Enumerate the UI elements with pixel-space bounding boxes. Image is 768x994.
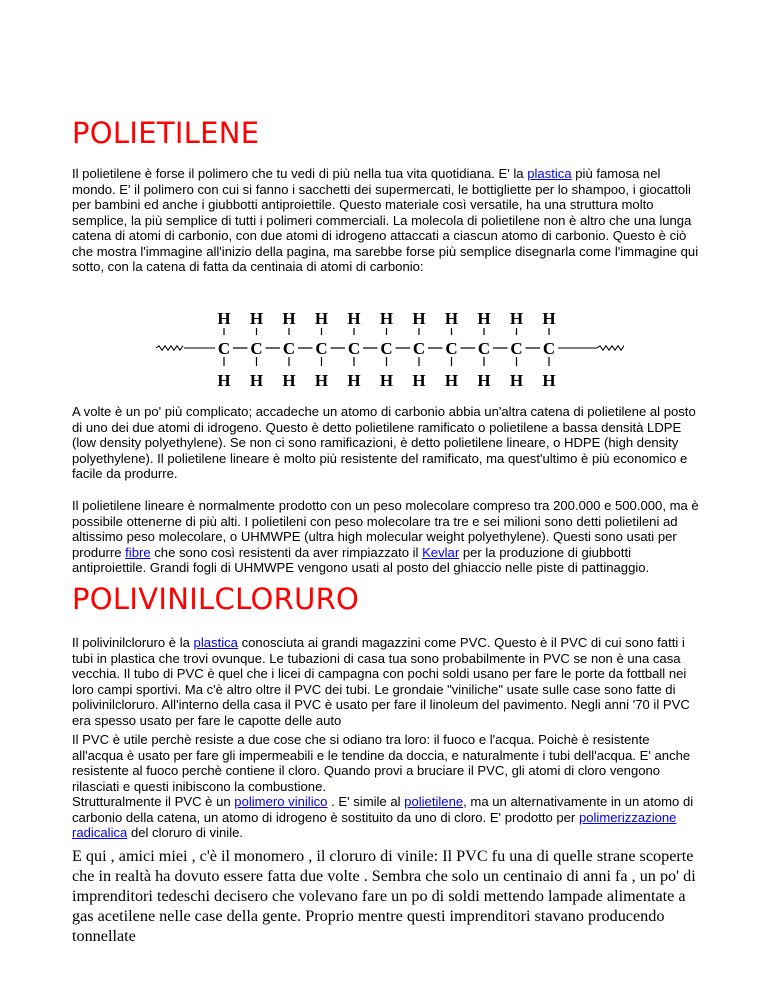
hydrogen-atom-bottom: H bbox=[444, 371, 459, 390]
text: più famosa nel mondo. E' il polimero con cui si fanno i sacchetti dei supermercati, le bottigliette per lo shampoo, i giocattoli per bambini ed anche i giubbotti antiproiettile. Questo materiale così versatile, ha una struttura molto semplice, la più semplice di tutti i polimeri commerciali. La molecola di polietilene non è altro che una lunga catena di atomi di carbonio, con due atomi di idrogeno attaccati a ciascun atomo di carbonio. Questo è ciò che mostra l'immagine all'inizio della pagina, ma sarebbe forse più semplice disegnarla come l'immagine qui sotto, con la catena di fatta da centinaia di atomi di carbonio: bbox=[72, 166, 699, 274]
link-polimerizzazione-radicalica[interactable]: polimerizzazione radicalica bbox=[72, 809, 677, 840]
hydrogen-atom-top: H bbox=[542, 309, 556, 328]
hydrogen-atom-top: H bbox=[217, 309, 231, 328]
chain-continuation-left bbox=[156, 346, 183, 350]
hydrogen-atom-bottom: H bbox=[217, 371, 231, 390]
text: del cloruro di vinile. bbox=[127, 825, 244, 840]
text: Il polietilene lineare è normalmente prodotto con un peso molecolare compreso tra 200.000 e 500.000, ma è possibile ottenerne di più alti. I polietileni con peso molecolare tra tre e sei milioni sono detti polietileni ad altissimo peso molecolare, o UHMWPE (ultra high molecular weight polyethylene). Questi sono usati per produrre bbox=[72, 498, 699, 560]
text: per la produzione di giubbotti antiproiettile. Grandi fogli di UHMWPE vengono usati al posto del ghiaccio nelle piste di pattinaggio. bbox=[72, 544, 650, 575]
carbon-atom: C bbox=[412, 339, 426, 358]
hydrogen-atom-bottom: H bbox=[477, 371, 491, 390]
carbon-atom: C bbox=[542, 339, 556, 358]
hydrogen-atom-top: H bbox=[282, 309, 296, 328]
paragraph-pvc-intro bbox=[72, 635, 700, 728]
hydrogen-atom-bottom: H bbox=[412, 371, 426, 390]
paragraph-cloruro-di-vinile: E qui , amici miei , c'è il monomero , il cloruro di vinile: Il PVC fu una di quelle strane scoperte che in realtà ha dovuto essere fatta due volte . Sembra che solo un centinaio di anni fa , un po' di imprenditori tedeschi decisero che volevano fare un po di soldi mettendo lampade alimentate a gas acetilene nelle case della gente. Proprio mentre questi imprenditori stavano producendo tonnellate bbox=[72, 847, 696, 945]
paragraph-polietilene-lineare bbox=[72, 498, 700, 576]
hydrogen-atom-top: H bbox=[314, 309, 329, 328]
text: Il PVC è utile perchè resiste a due cose che si odiano tra loro: il fuoco e l'acqua. Poichè è resistente all'acqua è usato per fare gli impermeabili e le tendine da doccia, e naturalmente i tubi dell'acqua. E' anche resistente al fuoco perchè contiene il cloro. Quando provi a bruciare il PVC, gli atomi di cloro vengono rilasciati e questi inibiscono la combustione. bbox=[72, 732, 691, 794]
hydrogen-atom-bottom: H bbox=[347, 371, 361, 390]
paragraph-polietilene-intro bbox=[72, 166, 700, 275]
chain-continuation-right bbox=[597, 346, 624, 350]
hydrogen-atom-bottom: H bbox=[509, 371, 524, 390]
link-plastica-2[interactable]: plastica bbox=[193, 635, 238, 650]
carbon-chain bbox=[156, 309, 624, 390]
hydrogen-atom-top: H bbox=[509, 309, 524, 328]
text: Il polietilene è forse il polimero che tu vedi di più nella tua vita quotidiana. E' la bbox=[72, 166, 528, 181]
link-kevlar[interactable]: Kevlar bbox=[422, 544, 460, 560]
section-title-polivinilcloruro: POLIVINILCLORURO bbox=[72, 582, 360, 616]
text: . E' simile al bbox=[327, 794, 405, 809]
polyethylene-structure-diagram bbox=[154, 304, 624, 390]
carbon-atom: C bbox=[445, 339, 458, 358]
carbon-atom: C bbox=[250, 339, 263, 358]
hydrogen-atom-top: H bbox=[347, 309, 361, 328]
hydrogen-atom-top: H bbox=[444, 309, 459, 328]
carbon-atom: C bbox=[315, 339, 328, 358]
link-plastica[interactable]: plastica bbox=[527, 166, 572, 181]
link-polimero-vinilico[interactable]: polimero vinilico bbox=[234, 794, 328, 809]
text: conosciuta ai grandi magazzini come PVC. Questo è il PVC di cui sono fatti i tubi in plastica che trovi ovunque. Le tubazioni di casa tua sono probabilmente in PVC se non è una casa vecchia. Il tubo di PVC è quel che i licei di campagna con pochi soldi usano per fare le porte da fottball nei loro campi sportivi. Ma c'è altro oltre il PVC dei tubi. Le grondaie "viniliche" usate sulle case sono fatte di polivinilcloruro. All'interno della casa il PVC è usato per fare il linoleum del pavimento. Negli anni '70 il PVC era spesso usato per fare le capotte delle auto bbox=[72, 635, 690, 728]
link-fibre[interactable]: fibre bbox=[125, 544, 151, 560]
carbon-atom: C bbox=[282, 339, 296, 358]
hydrogen-atom-bottom: H bbox=[282, 371, 296, 390]
hydrogen-atom-bottom: H bbox=[542, 371, 556, 390]
text: Strutturalmente il PVC è un bbox=[72, 794, 235, 809]
hydrogen-atom-top: H bbox=[249, 309, 264, 328]
hydrogen-atom-top: H bbox=[412, 309, 426, 328]
carbon-atom: C bbox=[380, 339, 393, 358]
hydrogen-atom-bottom: H bbox=[379, 371, 394, 390]
paragraph-polietilene-ramificato: A volte è un po' più complicato; accadeche un atomo di carbonio abbia un'altra catena di polietilene al posto di uno dei due atomi di idrogeno. Questo è detto polietilene ramificato o polietilene a bassa densità LDPE (low density polyethylene). Se non ci sono ramificazioni, è detto polietilene lineare, o HDPE (high density polyethylene). Il polietilene lineare è molto più resistente del ramificato, ma quest'ultimo è più economico e facile da produrre. bbox=[72, 404, 696, 481]
carbon-atom: C bbox=[510, 339, 523, 358]
hydrogen-atom-top: H bbox=[477, 309, 491, 328]
carbon-atom: C bbox=[217, 339, 231, 358]
carbon-atom: C bbox=[477, 339, 491, 358]
carbon-atom: C bbox=[347, 339, 361, 358]
link-polietilene[interactable]: polietilene bbox=[404, 794, 464, 809]
hydrogen-atom-bottom: H bbox=[314, 371, 329, 390]
paragraph-pvc-proprieta bbox=[72, 732, 700, 841]
hydrogen-atom-bottom: H bbox=[249, 371, 264, 390]
section-title-polietilene: POLIETILENE bbox=[72, 116, 260, 150]
text: che sono così resistenti da aver rimpiazzato il bbox=[150, 544, 423, 560]
hydrogen-atom-top: H bbox=[379, 309, 394, 328]
text: , ma un alternativamente in un atomo di carbonio della catena, un atomo di idrogeno è sostituito da uno di cloro. E' prodotto per bbox=[72, 794, 694, 825]
text: Il polivinilcloruro è la bbox=[72, 635, 194, 650]
